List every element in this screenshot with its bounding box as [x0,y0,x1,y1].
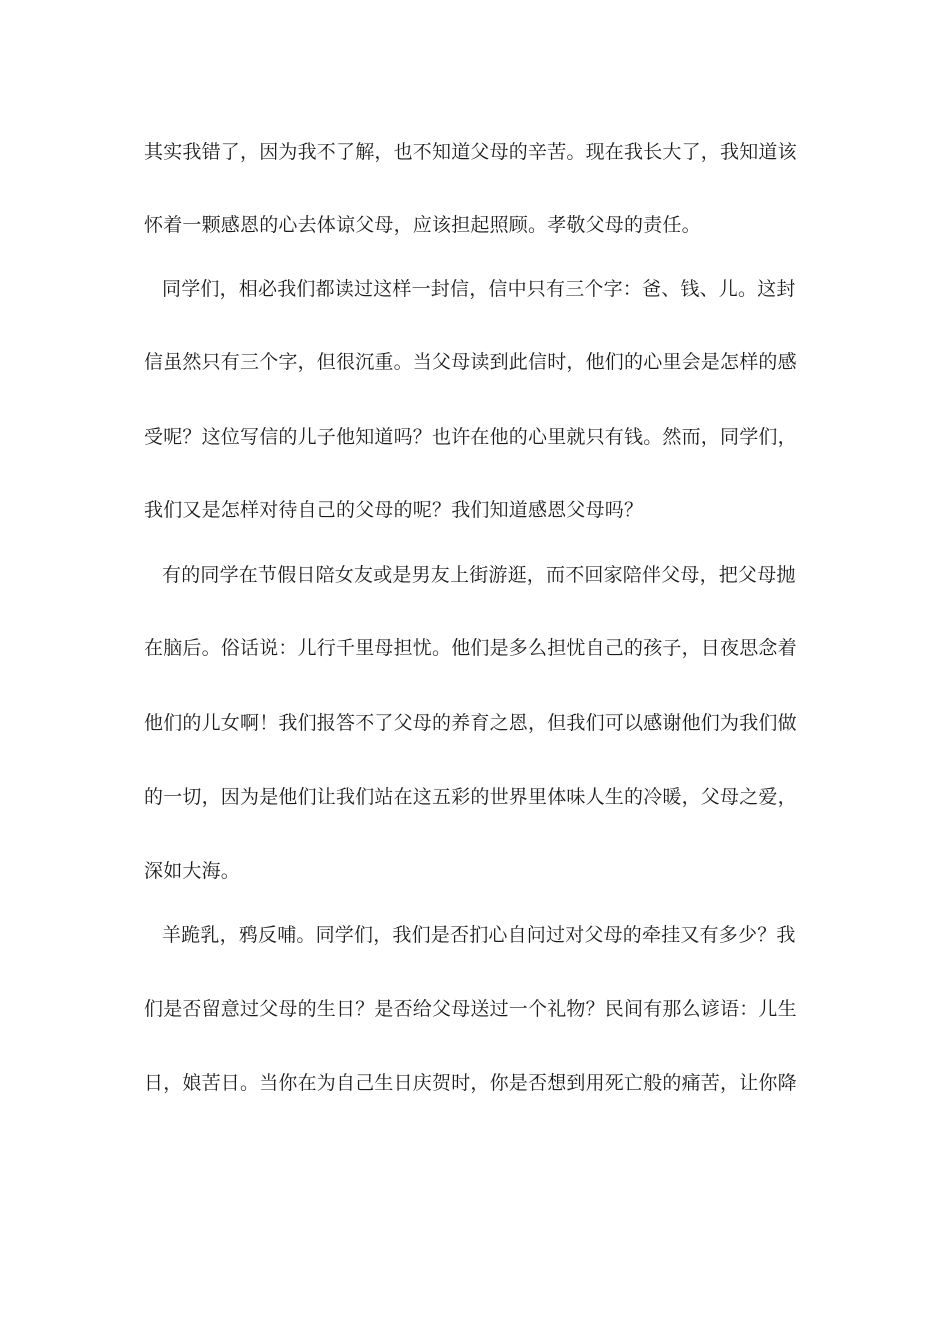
text-line: 他们的儿女啊！我们报答不了父母的养育之恩，但我们可以感谢他们为我们做 [144,712,797,734]
text-line: 的一切，因为是他们让我们站在这五彩的世界里体味人生的冷暖，父母之爱， [144,786,797,808]
text-line: 们是否留意过父母的生日？是否给父母送过一个礼物？民间有那么谚语：儿生 [144,998,797,1020]
paragraph-start-line: 有的同学在节假日陪女友或是男友上街游逛，而不回家陪伴父母，把父母抛 [162,564,796,586]
text-line: 信虽然只有三个字，但很沉重。当父母读到此信时，他们的心里会是怎样的感 [144,351,797,373]
text-line: 深如大海。 [144,860,241,882]
paragraph-start-line: 同学们，相必我们都读过这样一封信，信中只有三个字：爸、钱、儿。这封 [162,278,796,300]
text-line: 我们又是怎样对待自己的父母的呢？我们知道感恩父母吗？ [144,499,644,521]
paragraph-start-line: 羊跪乳，鸦反哺。同学们，我们是否扪心自问过对父母的牵挂又有多少？我 [162,924,796,946]
text-line: 怀着一颗感恩的心去体谅父母，应该担起照顾。孝敬父母的责任。 [144,214,701,236]
text-line: 受呢？这位写信的儿子他知道吗？也许在他的心里就只有钱。然而，同学们， [144,426,797,448]
text-line: 其实我错了，因为我不了解，也不知道父母的辛苦。现在我长大了，我知道该 [144,141,797,163]
text-line: 在脑后。俗话说：儿行千里母担忧。他们是多么担忧自己的孩子，日夜思念着 [144,637,797,659]
text-line: 日，娘苦日。当你在为自己生日庆贺时，你是否想到用死亡般的痛苦，让你降 [144,1072,797,1094]
